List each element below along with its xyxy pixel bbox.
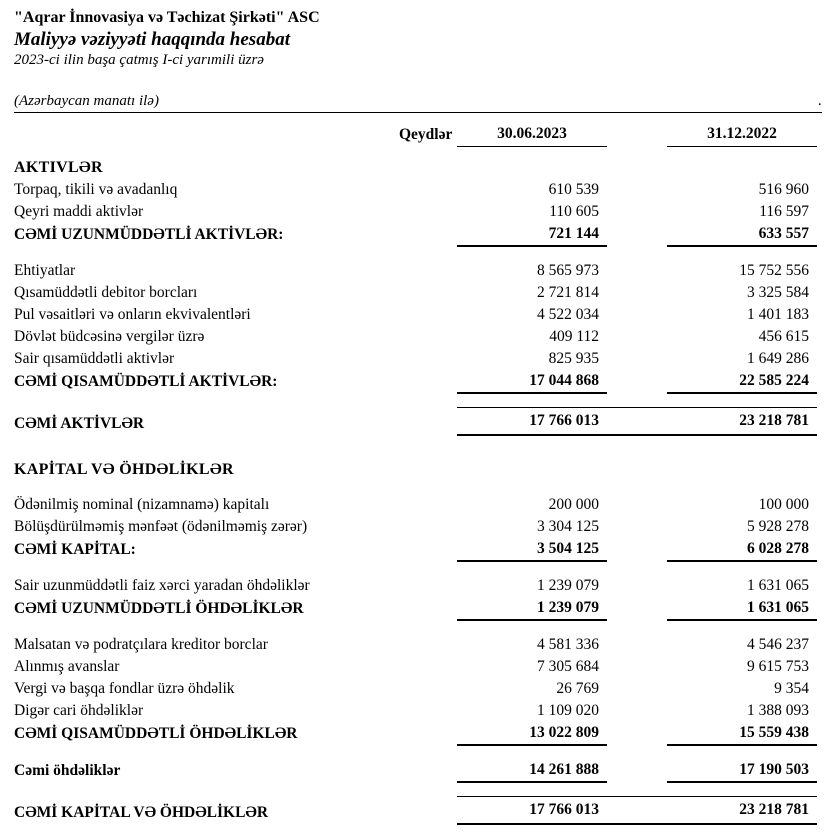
table-row — [14, 179, 817, 201]
value-current: 3 504 125 — [457, 538, 607, 561]
value-gap — [607, 282, 667, 304]
spacer-cell — [14, 620, 817, 634]
value-current: 13 022 809 — [457, 722, 607, 745]
row-note — [399, 449, 457, 481]
value-gap — [607, 304, 667, 326]
value-prior: 5 928 278 — [747, 517, 809, 535]
row-label: Ödənilmiş nominal (nizamnamə) kapitalı — [14, 495, 270, 513]
value-gap — [607, 260, 667, 282]
value-prior: 22 585 224 — [667, 370, 817, 393]
value-current: 825 935 — [548, 349, 599, 367]
value-current: 14 261 888 — [457, 759, 607, 782]
company-name: "Aqrar İnnovasiya və Təchizat Şirkəti" ASC — [14, 9, 320, 26]
document-title: Maliyyə vəziyyəti haqqında hesabat — [14, 29, 290, 50]
spacer-row — [14, 246, 817, 260]
value-prior: 23 218 781 — [667, 407, 817, 435]
value-prior: 1 649 286 — [747, 349, 809, 367]
row-label: Alınmış avanslar — [14, 657, 120, 675]
table-row — [14, 796, 817, 824]
value-prior — [667, 449, 817, 481]
spacer-cell — [14, 481, 817, 494]
row-label: Sair qısamüddətli aktivlər — [14, 349, 175, 367]
value-gap — [607, 370, 667, 393]
value-current: 4 581 336 — [537, 635, 599, 653]
table-row — [14, 575, 817, 597]
row-note — [399, 678, 457, 700]
statement-table-body — [14, 147, 817, 824]
value-gap — [607, 407, 667, 435]
value-current — [457, 147, 607, 179]
value-gap — [607, 700, 667, 722]
row-label: Digər cari öhdəliklər — [14, 701, 144, 719]
statement-table — [14, 117, 817, 825]
row-note — [399, 370, 457, 393]
row-note — [399, 516, 457, 538]
value-gap — [607, 538, 667, 561]
value-prior: 1 401 183 — [747, 305, 809, 323]
value-prior — [667, 147, 817, 179]
value-prior: 4 546 237 — [747, 635, 809, 653]
value-current: 17 044 868 — [457, 370, 607, 393]
value-prior: 3 325 584 — [747, 283, 809, 301]
value-gap — [607, 634, 667, 656]
value-current: 8 565 973 — [537, 261, 599, 279]
value-current: 200 000 — [548, 495, 599, 513]
value-prior: 9 615 753 — [747, 657, 809, 675]
row-note — [399, 282, 457, 304]
table-row — [14, 700, 817, 722]
table-row — [14, 260, 817, 282]
row-label: Malsatan və podratçılara kreditor borclar — [14, 635, 268, 653]
spacer-cell — [14, 745, 817, 759]
table-header-row — [14, 117, 817, 147]
row-note — [399, 700, 457, 722]
value-current: 1 109 020 — [537, 701, 599, 719]
spacer-row — [14, 561, 817, 575]
value-current — [457, 449, 607, 481]
row-label: AKTIVLƏR — [14, 158, 103, 176]
table-row — [14, 656, 817, 678]
value-gap — [607, 449, 667, 481]
row-label: Bölüşdürülməmiş mənfəət (ödənilməmiş zərər) — [14, 517, 308, 535]
table-row — [14, 147, 817, 179]
col-header-empty — [14, 117, 399, 147]
value-gap — [607, 223, 667, 246]
value-gap — [607, 656, 667, 678]
table-row — [14, 449, 817, 481]
col-header-prior-period: 31.12.2022 — [667, 117, 817, 147]
value-gap — [607, 516, 667, 538]
table-row — [14, 201, 817, 223]
row-note — [399, 407, 457, 435]
row-label: CƏMİ QISAMÜDDƏTLİ ÖHDƏLİKLƏR — [14, 724, 298, 742]
value-gap — [607, 201, 667, 223]
value-gap — [607, 759, 667, 782]
table-row — [14, 282, 817, 304]
document-subtitle: 2023-ci ilin başa çatmış I-ci yarımili üzrə — [14, 52, 264, 68]
value-current: 17 766 013 — [457, 796, 607, 824]
value-prior: 17 190 503 — [667, 759, 817, 782]
table-row — [14, 348, 817, 370]
value-prior: 1 631 065 — [667, 597, 817, 620]
table-row — [14, 304, 817, 326]
document-header — [14, 8, 822, 70]
row-note — [399, 326, 457, 348]
trailing-dot: . — [818, 93, 822, 109]
col-header-gap — [607, 117, 667, 147]
row-note — [399, 348, 457, 370]
table-row — [14, 722, 817, 745]
spacer-cell — [14, 393, 817, 408]
row-note — [399, 304, 457, 326]
row-label: Cəmi öhdəliklər — [14, 761, 121, 779]
row-note — [399, 656, 457, 678]
row-note — [399, 223, 457, 246]
value-prior: 633 557 — [667, 223, 817, 246]
currency-note-row — [14, 92, 822, 113]
value-gap — [607, 597, 667, 620]
value-prior: 1 631 065 — [747, 576, 809, 594]
table-row — [14, 370, 817, 393]
value-prior: 15 559 438 — [667, 722, 817, 745]
spacer-row — [14, 435, 817, 449]
value-prior: 9 354 — [774, 679, 809, 697]
row-label: Dövlət büdcəsinə vergilər üzrə — [14, 327, 205, 345]
row-note — [399, 575, 457, 597]
value-current: 17 766 013 — [457, 407, 607, 435]
value-prior: 23 218 781 — [667, 796, 817, 824]
table-row — [14, 516, 817, 538]
table-row — [14, 634, 817, 656]
row-note — [399, 759, 457, 782]
value-gap — [607, 796, 667, 824]
table-row — [14, 759, 817, 782]
row-note — [399, 179, 457, 201]
spacer-cell — [14, 782, 817, 797]
col-header-notes: Qeydlər — [399, 125, 453, 143]
row-note — [399, 597, 457, 620]
row-label: CƏMİ AKTİVLƏR — [14, 414, 145, 432]
spacer-row — [14, 620, 817, 634]
value-gap — [607, 326, 667, 348]
row-label: Ehtiyatlar — [14, 261, 76, 279]
row-label: CƏMİ UZUNMÜDDƏTLİ ÖHDƏLİKLƏR — [14, 599, 304, 617]
table-row — [14, 538, 817, 561]
spacer-cell — [14, 435, 817, 449]
value-prior: 516 960 — [758, 180, 809, 198]
row-label: CƏMİ UZUNMÜDDƏTLİ AKTİVLƏR: — [14, 225, 284, 243]
value-gap — [607, 179, 667, 201]
value-gap — [607, 722, 667, 745]
value-prior: 1 388 093 — [747, 701, 809, 719]
row-note — [399, 494, 457, 516]
value-current: 2 721 814 — [537, 283, 599, 301]
value-gap — [607, 575, 667, 597]
row-label: Pul vəsaitləri və onların ekvivalentləri — [14, 305, 251, 323]
value-current: 1 239 079 — [457, 597, 607, 620]
row-label: Qeyri maddi aktivlər — [14, 202, 144, 220]
value-current: 4 522 034 — [537, 305, 599, 323]
row-note — [399, 634, 457, 656]
row-label: CƏMİ QISAMÜDDƏTLİ AKTİVLƏR: — [14, 372, 278, 390]
value-prior: 100 000 — [758, 495, 809, 513]
row-note — [399, 722, 457, 745]
row-label: Qısamüddətli debitor borcları — [14, 283, 198, 301]
table-row — [14, 223, 817, 246]
spacer-cell — [14, 246, 817, 260]
row-label: CƏMİ KAPİTAL: — [14, 540, 136, 558]
value-current: 409 112 — [549, 327, 599, 345]
spacer-row — [14, 745, 817, 759]
value-gap — [607, 494, 667, 516]
row-label: Torpaq, tikili və avadanlıq — [14, 180, 178, 198]
row-note — [399, 796, 457, 824]
value-current: 26 769 — [556, 679, 599, 697]
row-label: Vergi və başqa fondlar üzrə öhdəlik — [14, 679, 235, 697]
value-gap — [607, 147, 667, 179]
value-prior: 456 615 — [758, 327, 809, 345]
row-label: CƏMİ KAPİTAL VƏ ÖHDƏLİKLƏR — [14, 803, 269, 821]
value-prior: 15 752 556 — [739, 261, 809, 279]
spacer-cell — [14, 561, 817, 575]
spacer-row — [14, 393, 817, 408]
table-row — [14, 597, 817, 620]
spacer-row — [14, 481, 817, 494]
row-label: KAPİTAL VƏ ÖHDƏLİKLƏR — [14, 460, 234, 478]
row-label: Sair uzunmüddətli faiz xərci yaradan öhdəliklər — [14, 576, 310, 594]
value-current: 3 304 125 — [537, 517, 599, 535]
value-current: 7 305 684 — [537, 657, 599, 675]
value-gap — [607, 678, 667, 700]
table-row — [14, 326, 817, 348]
row-note — [399, 147, 457, 179]
value-current: 721 144 — [457, 223, 607, 246]
value-current: 1 239 079 — [537, 576, 599, 594]
value-prior: 6 028 278 — [667, 538, 817, 561]
row-note — [399, 201, 457, 223]
table-row — [14, 407, 817, 435]
table-row — [14, 494, 817, 516]
spacer-row — [14, 782, 817, 797]
value-current: 610 539 — [548, 180, 599, 198]
row-note — [399, 260, 457, 282]
col-header-current-period: 30.06.2023 — [457, 117, 607, 147]
value-prior: 116 597 — [759, 202, 809, 220]
table-row — [14, 678, 817, 700]
value-current: 110 605 — [549, 202, 599, 220]
currency-note: (Azərbaycan manatı ilə) — [14, 93, 159, 109]
value-gap — [607, 348, 667, 370]
row-note — [399, 538, 457, 561]
